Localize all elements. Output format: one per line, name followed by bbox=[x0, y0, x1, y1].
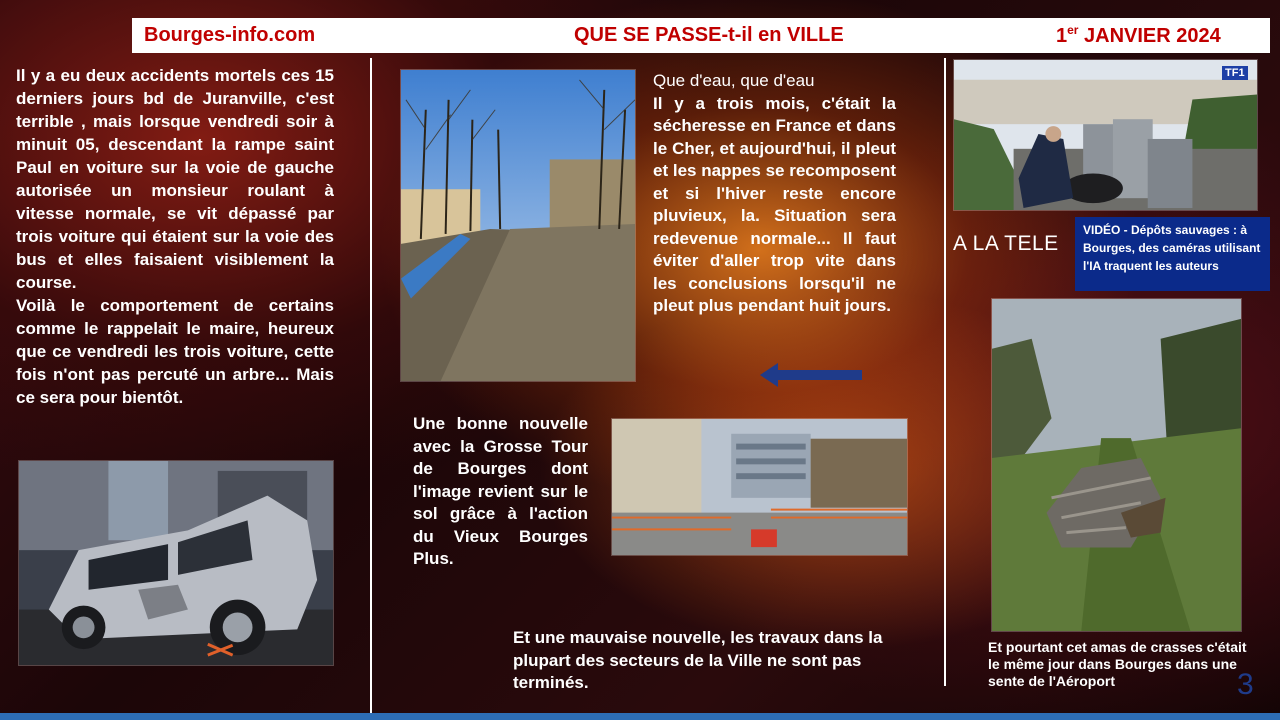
accident-text: Il y a eu deux accidents mortels ces 15 derniers jours bd de Juranville, c'est terrible , mais lorsque vendredi soir à minuit 05, descendant la rampe saint Paul en voiture sur la voie de gauche autorisée un monsieur roulant à vitesse normale, se vit dépassé par trois voiture qui étaient sur la voie des bus et elles faisaient visiblement la course. bbox=[16, 66, 334, 292]
column-divider-right bbox=[944, 58, 946, 686]
arrow-left-icon bbox=[760, 363, 862, 387]
river-photo bbox=[400, 69, 636, 382]
dump-caption: Et pourtant cet amas de crasses c'était le même jour dans Bourges dans une sente de l'Aéroport bbox=[988, 639, 1247, 689]
construction-photo bbox=[611, 418, 908, 556]
column-divider-left bbox=[370, 58, 372, 713]
page-title: QUE SE PASSE-t-il en VILLE bbox=[574, 24, 844, 46]
slide-number: 3 bbox=[1237, 668, 1254, 701]
crashed-car-photo bbox=[18, 460, 334, 666]
accident-text-2: Voilà le comportement de certains comme le rappelait le maire, heureux que ce vendredi les trois voiture, cette fois n'ont pas percuté un arbre... Mais ce sera pour bientôt. bbox=[16, 296, 334, 407]
bottom-bar bbox=[0, 713, 1280, 720]
tv-channel-logo: TF1 bbox=[1222, 66, 1248, 80]
water-title: Que d'eau, que d'eau bbox=[653, 71, 815, 90]
water-text: Il y a trois mois, c'était la sécheresse en France et dans le Cher, et aujourd'hui, il pleut et les nappes se recomposent et si l'hiver reste encore pluvieux, la. Situation sera redevenue normale... Il faut éviter d'aller trop vite dans les conclusions lorsqu'il ne pleut plus pendant huit jours. bbox=[653, 93, 896, 315]
tower-article: Une bonne nouvelle avec la Grosse Tour de Bourges dont l'image revient sur le sol grâce à l'action du Vieux Bourges Plus. bbox=[413, 414, 588, 568]
page-date: 1er JANVIER 2024 bbox=[1056, 23, 1221, 47]
header-bar bbox=[132, 18, 1270, 53]
tv-report-photo bbox=[953, 59, 1258, 211]
video-caption[interactable]: VIDÉO - Dépôts sauvages : à Bourges, des caméras utilisant l'IA traquent les auteurs bbox=[1075, 217, 1270, 291]
works-article: Et une mauvaise nouvelle, les travaux dans la plupart des secteurs de la Ville ne sont pas terminés. bbox=[513, 628, 883, 692]
water-article bbox=[653, 70, 896, 318]
illegal-dump-photo bbox=[991, 298, 1242, 632]
tele-label: A LA TELE bbox=[953, 232, 1059, 255]
accident-article bbox=[16, 64, 334, 409]
site-name[interactable]: Bourges-info.com bbox=[144, 24, 316, 46]
